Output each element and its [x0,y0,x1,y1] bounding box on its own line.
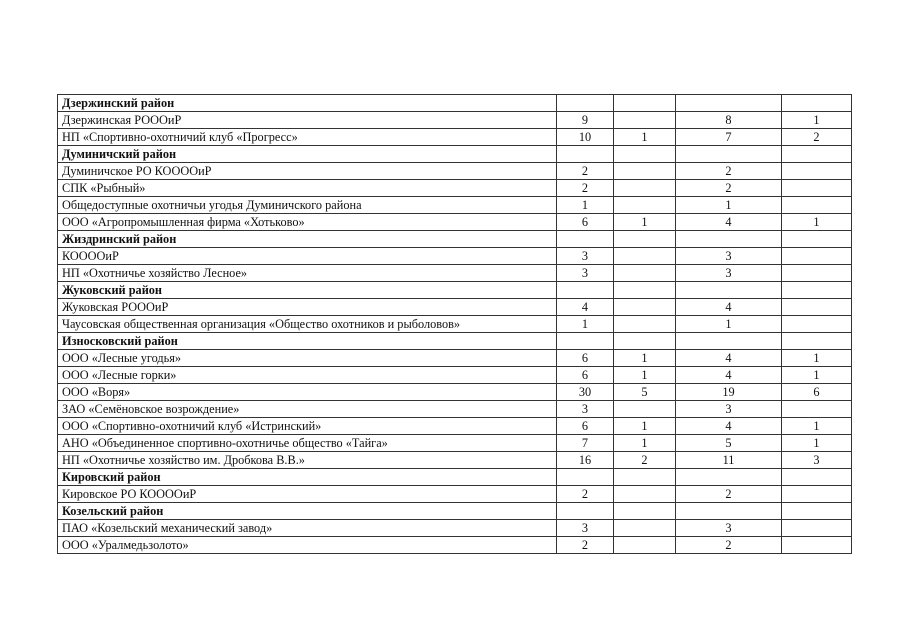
district-name-cell: Козельский район [58,503,557,520]
value-cell-col4 [782,163,852,180]
value-cell-col2 [614,401,676,418]
district-name-cell: Дзержинский район [58,95,557,112]
value-cell-col1 [557,469,614,486]
value-cell-col3: 4 [676,418,782,435]
value-cell-col2: 5 [614,384,676,401]
value-cell-col2: 1 [614,214,676,231]
value-cell-col3: 4 [676,367,782,384]
value-cell-col3 [676,333,782,350]
value-cell-col2 [614,537,676,554]
value-cell-col1: 2 [557,180,614,197]
value-cell-col3: 2 [676,180,782,197]
value-cell-col4 [782,146,852,163]
value-cell-col3 [676,231,782,248]
value-cell-col1: 6 [557,418,614,435]
organization-name-cell: Чаусовская общественная организация «Общество охотников и рыболовов» [58,316,557,333]
value-cell-col4: 1 [782,350,852,367]
value-cell-col1: 7 [557,435,614,452]
value-cell-col1 [557,95,614,112]
value-cell-col3 [676,469,782,486]
table-body [58,95,852,554]
table-row [58,384,852,401]
table-row [58,214,852,231]
organization-name-cell: ПАО «Козельский механический завод» [58,520,557,537]
value-cell-col4: 6 [782,384,852,401]
value-cell-col3: 19 [676,384,782,401]
value-cell-col4 [782,537,852,554]
organization-name-cell: ООО «Агропромышленная фирма «Хотьково» [58,214,557,231]
value-cell-col4 [782,265,852,282]
value-cell-col1: 3 [557,520,614,537]
value-cell-col1: 2 [557,537,614,554]
organization-name-cell: ООО «Воря» [58,384,557,401]
value-cell-col1: 3 [557,248,614,265]
organization-name-cell: Жуковская РОООиР [58,299,557,316]
value-cell-col4 [782,282,852,299]
value-cell-col4: 1 [782,418,852,435]
table-row [58,401,852,418]
value-cell-col2: 1 [614,350,676,367]
value-cell-col3 [676,95,782,112]
value-cell-col1: 3 [557,401,614,418]
value-cell-col2 [614,95,676,112]
value-cell-col1 [557,333,614,350]
organization-name-cell: ООО «Уралмедьзолото» [58,537,557,554]
district-header-row [58,469,852,486]
value-cell-col3: 2 [676,537,782,554]
table-row [58,112,852,129]
value-cell-col3: 1 [676,197,782,214]
value-cell-col4 [782,95,852,112]
value-cell-col2 [614,486,676,503]
value-cell-col3: 11 [676,452,782,469]
district-header-row [58,333,852,350]
district-header-row [58,146,852,163]
value-cell-col1: 2 [557,486,614,503]
value-cell-col4: 1 [782,214,852,231]
value-cell-col3: 1 [676,316,782,333]
value-cell-col3: 3 [676,401,782,418]
value-cell-col4 [782,299,852,316]
district-name-cell: Думиничский район [58,146,557,163]
value-cell-col3 [676,282,782,299]
value-cell-col2 [614,146,676,163]
value-cell-col2: 1 [614,129,676,146]
value-cell-col4 [782,180,852,197]
district-header-row [58,231,852,248]
district-header-row [58,282,852,299]
value-cell-col4: 1 [782,367,852,384]
value-cell-col3: 4 [676,350,782,367]
table-row [58,197,852,214]
value-cell-col2 [614,469,676,486]
value-cell-col2 [614,520,676,537]
value-cell-col4 [782,333,852,350]
value-cell-col1: 4 [557,299,614,316]
value-cell-col3: 2 [676,163,782,180]
table-row [58,129,852,146]
organization-name-cell: ООО «Лесные угодья» [58,350,557,367]
value-cell-col1: 6 [557,350,614,367]
value-cell-col2 [614,248,676,265]
table-row [58,435,852,452]
value-cell-col2: 2 [614,452,676,469]
value-cell-col4 [782,401,852,418]
organization-name-cell: АНО «Объединенное спортивно-охотничье общество «Тайга» [58,435,557,452]
value-cell-col3: 7 [676,129,782,146]
organization-name-cell: НП «Охотничье хозяйство Лесное» [58,265,557,282]
value-cell-col3: 3 [676,265,782,282]
district-name-cell: Кировский район [58,469,557,486]
value-cell-col4: 1 [782,112,852,129]
organization-name-cell: Дзержинская РОООиР [58,112,557,129]
value-cell-col4 [782,520,852,537]
table-row [58,180,852,197]
value-cell-col4 [782,316,852,333]
value-cell-col1: 3 [557,265,614,282]
value-cell-col1 [557,282,614,299]
value-cell-col2 [614,299,676,316]
value-cell-col3: 3 [676,248,782,265]
table-row [58,299,852,316]
organization-name-cell: ЗАО «Семёновское возрождение» [58,401,557,418]
value-cell-col1: 6 [557,367,614,384]
value-cell-col2 [614,265,676,282]
value-cell-col2 [614,231,676,248]
table-row [58,452,852,469]
organization-name-cell: Думиничское РО КООООиР [58,163,557,180]
value-cell-col1: 1 [557,197,614,214]
district-name-cell: Износковский район [58,333,557,350]
value-cell-col2: 1 [614,418,676,435]
value-cell-col2 [614,163,676,180]
value-cell-col4 [782,197,852,214]
table-row [58,537,852,554]
value-cell-col1 [557,146,614,163]
value-cell-col1: 1 [557,316,614,333]
value-cell-col1 [557,503,614,520]
table-row [58,163,852,180]
district-header-row [58,95,852,112]
table-row [58,367,852,384]
value-cell-col2 [614,180,676,197]
value-cell-col1: 10 [557,129,614,146]
table-row [58,520,852,537]
value-cell-col3: 4 [676,299,782,316]
value-cell-col2 [614,282,676,299]
table-row [58,316,852,333]
value-cell-col4: 1 [782,435,852,452]
district-header-row [58,503,852,520]
value-cell-col4 [782,231,852,248]
value-cell-col4 [782,486,852,503]
value-cell-col1: 30 [557,384,614,401]
value-cell-col2: 1 [614,367,676,384]
organization-name-cell: ООО «Спортивно-охотничий клуб «Истринский» [58,418,557,435]
value-cell-col1 [557,231,614,248]
value-cell-col1: 16 [557,452,614,469]
district-name-cell: Жиздринский район [58,231,557,248]
organization-name-cell: Общедоступные охотничьи угодья Думиничского района [58,197,557,214]
value-cell-col2 [614,316,676,333]
value-cell-col2 [614,503,676,520]
organization-name-cell: НП «Спортивно-охотничий клуб «Прогресс» [58,129,557,146]
value-cell-col1: 2 [557,163,614,180]
value-cell-col2 [614,197,676,214]
value-cell-col4: 3 [782,452,852,469]
value-cell-col3 [676,503,782,520]
value-cell-col3: 4 [676,214,782,231]
value-cell-col1: 6 [557,214,614,231]
organization-name-cell: ООО «Лесные горки» [58,367,557,384]
organization-name-cell: КООООиР [58,248,557,265]
value-cell-col3 [676,146,782,163]
organization-name-cell: СПК «Рыбный» [58,180,557,197]
value-cell-col3: 3 [676,520,782,537]
value-cell-col2: 1 [614,435,676,452]
value-cell-col3: 2 [676,486,782,503]
value-cell-col1: 9 [557,112,614,129]
table-row [58,418,852,435]
value-cell-col4 [782,469,852,486]
district-name-cell: Жуковский район [58,282,557,299]
value-cell-col4 [782,248,852,265]
table-row [58,486,852,503]
value-cell-col2 [614,333,676,350]
organization-name-cell: НП «Охотничье хозяйство им. Дробкова В.В.» [58,452,557,469]
value-cell-col4: 2 [782,129,852,146]
table-row [58,265,852,282]
value-cell-col3: 8 [676,112,782,129]
value-cell-col3: 5 [676,435,782,452]
value-cell-col2 [614,112,676,129]
value-cell-col4 [782,503,852,520]
organization-name-cell: Кировское РО КООООиР [58,486,557,503]
table-row [58,248,852,265]
table-row [58,350,852,367]
hunting-grounds-table [57,94,852,554]
